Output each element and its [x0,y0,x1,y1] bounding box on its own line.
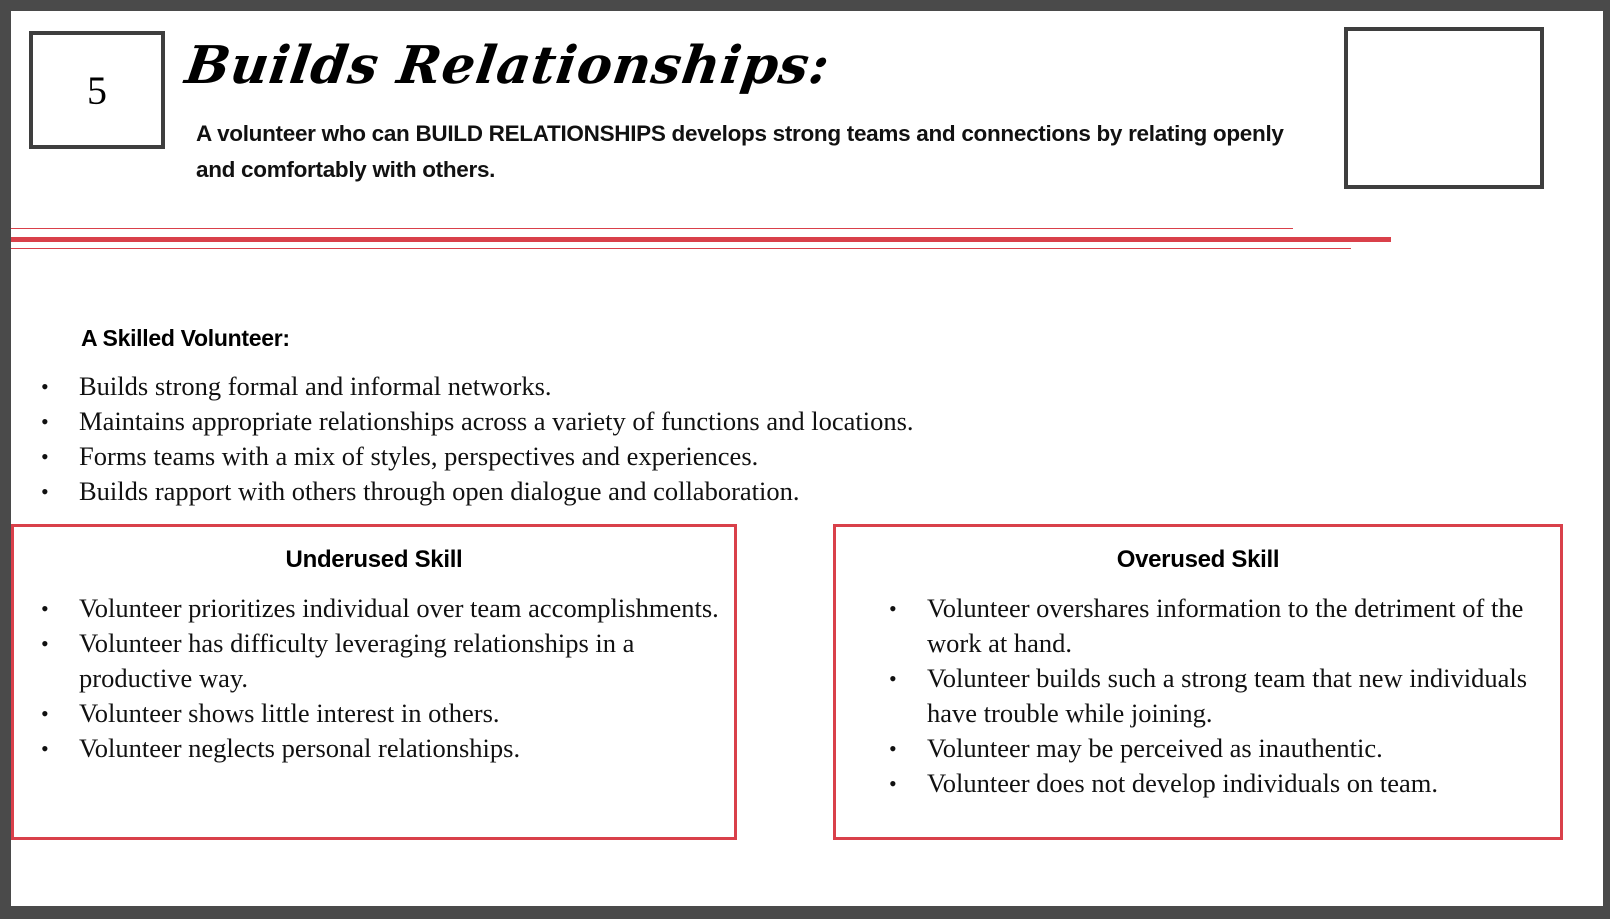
list-item: • Builds rapport with others through open dialogue and collaboration. [41,474,1241,509]
list-item: • Maintains appropriate relationships across a variety of functions and locations. [41,404,1241,439]
competency-number: 5 [87,67,107,113]
overused-skill-box [833,524,1563,840]
skilled-volunteer-list [41,369,1241,509]
list-item: • Volunteer neglects personal relationships. [41,731,721,766]
list-item: • Forms teams with a mix of styles, perspectives and experiences. [41,439,1241,474]
list-item: • Volunteer does not develop individuals on team. [889,766,1549,801]
page-title: Builds Relationships: [181,35,834,96]
empty-corner-box [1344,27,1544,189]
skilled-volunteer-heading: A Skilled Volunteer: [81,325,290,351]
overused-skill-heading: Overused Skill [1116,546,1280,573]
list-item: • Builds strong formal and informal networks. [41,369,1241,404]
underused-skill-box [11,524,737,840]
underused-skill-heading: Underused Skill [285,546,463,573]
list-item: • Volunteer overshares information to the detriment of the work at hand. [889,591,1549,661]
competency-number-box [29,31,165,149]
document-page [11,11,1603,906]
divider-thick [11,237,1391,242]
underused-skill-list [41,591,721,766]
list-item: • Volunteer may be perceived as inauthentic. [889,731,1549,766]
list-item: • Volunteer shows little interest in others. [41,696,721,731]
overused-skill-list [889,591,1549,801]
competency-description: A volunteer who can BUILD RELATIONSHIPS develops strong teams and connections by relating openly and comfortably with others. [196,121,1284,182]
list-item: • Volunteer prioritizes individual over team accomplishments. [41,591,721,626]
list-item: • Volunteer builds such a strong team that new individuals have trouble while joining. [889,661,1549,731]
divider-thin-bottom [11,248,1351,249]
divider-thin-top [11,228,1293,229]
list-item: • Volunteer has difficulty leveraging relationships in a productive way. [41,626,721,696]
